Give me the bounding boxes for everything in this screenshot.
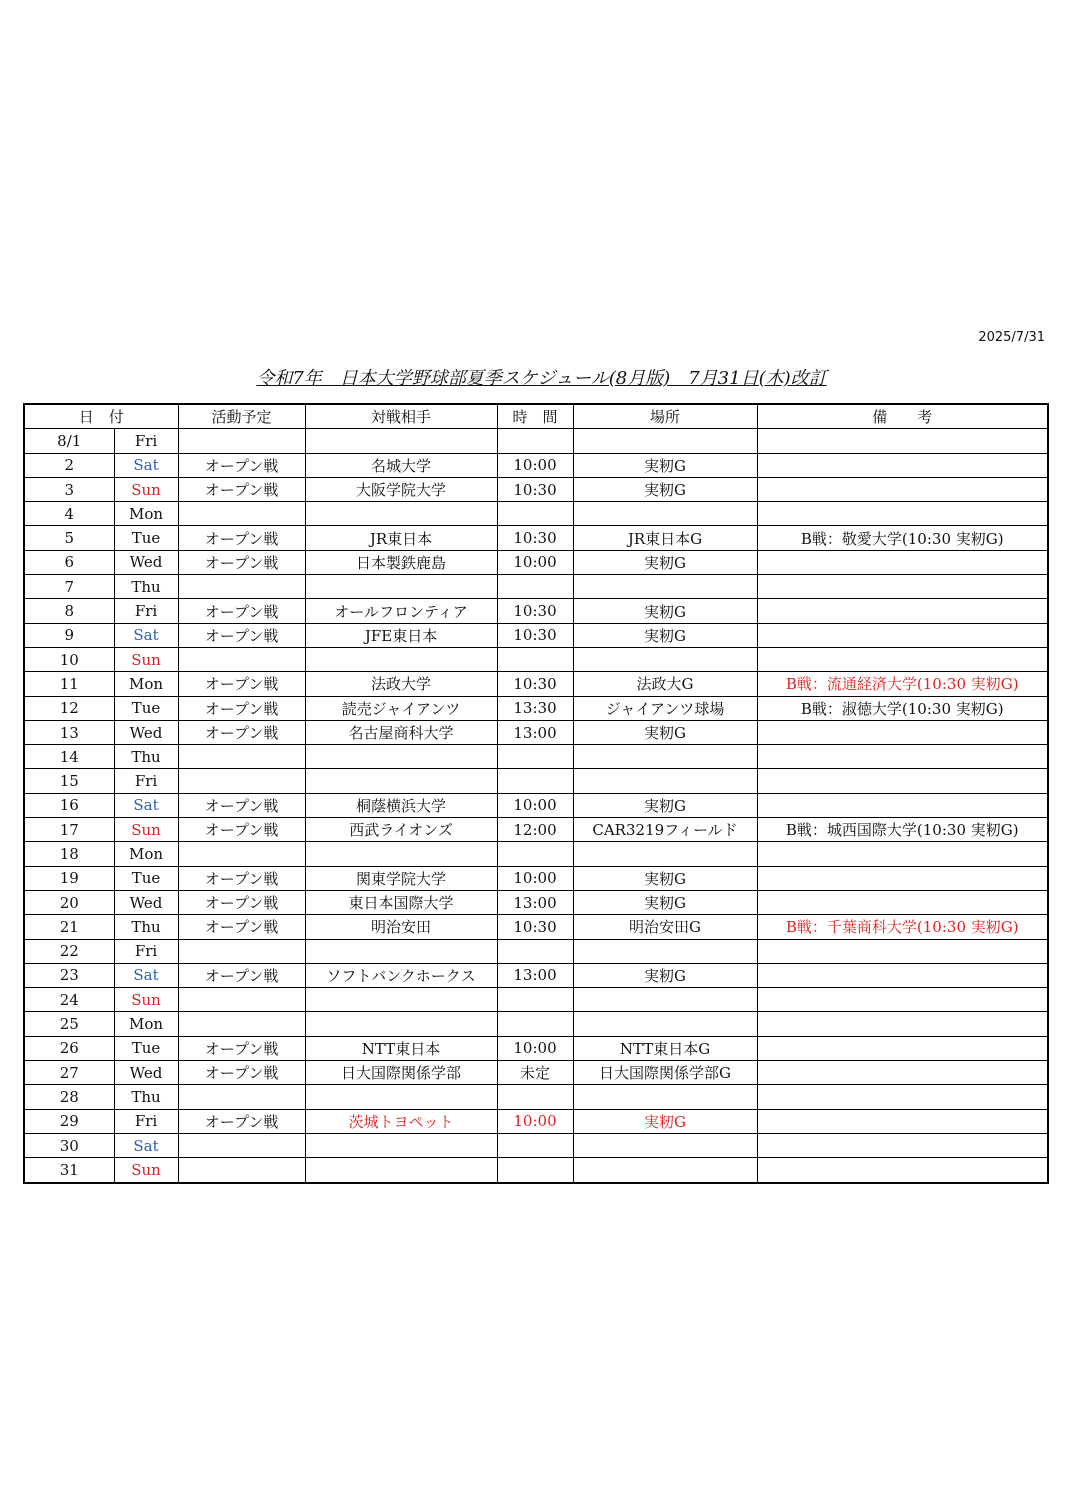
cell-remarks (757, 745, 1048, 769)
cell-activity: オープン戦 (178, 1036, 305, 1060)
cell-activity: オープン戦 (178, 866, 305, 890)
cell-date: 3 (24, 477, 114, 501)
cell-opponent: 名古屋商科大学 (305, 720, 497, 744)
cell-day: Wed (114, 720, 178, 744)
cell-time: 10:00 (497, 793, 573, 817)
cell-opponent: 東日本国際大学 (305, 890, 497, 914)
cell-day: Sat (114, 793, 178, 817)
header-place: 場所 (573, 404, 757, 429)
cell-time (497, 988, 573, 1012)
cell-remarks (757, 939, 1048, 963)
cell-activity: オープン戦 (178, 696, 305, 720)
cell-time: 10:00 (497, 1036, 573, 1060)
cell-time (497, 1012, 573, 1036)
cell-day: Sat (114, 963, 178, 987)
cell-time: 10:30 (497, 526, 573, 550)
cell-opponent (305, 1133, 497, 1157)
cell-opponent (305, 745, 497, 769)
cell-date: 13 (24, 720, 114, 744)
cell-remarks (757, 647, 1048, 671)
cell-date: 8 (24, 599, 114, 623)
cell-remarks (757, 1158, 1048, 1183)
cell-place: 実籾G (573, 599, 757, 623)
cell-opponent: JR東日本 (305, 526, 497, 550)
cell-remarks (757, 453, 1048, 477)
cell-date: 28 (24, 1085, 114, 1109)
cell-activity: オープン戦 (178, 720, 305, 744)
table-row (24, 818, 1048, 842)
table-row (24, 988, 1048, 1012)
cell-date: 30 (24, 1133, 114, 1157)
table-row (24, 1085, 1048, 1109)
cell-place: 実籾G (573, 550, 757, 574)
cell-day: Mon (114, 842, 178, 866)
table-row (24, 890, 1048, 914)
cell-place: CAR3219フィールド (573, 818, 757, 842)
table-row (24, 1061, 1048, 1085)
cell-date: 31 (24, 1158, 114, 1183)
cell-place (573, 1012, 757, 1036)
cell-time: 13:00 (497, 963, 573, 987)
table-row (24, 915, 1048, 939)
header-row (24, 404, 1048, 429)
table-row (24, 453, 1048, 477)
cell-remarks (757, 1085, 1048, 1109)
cell-remarks (757, 890, 1048, 914)
cell-date: 5 (24, 526, 114, 550)
cell-day: Fri (114, 939, 178, 963)
cell-opponent: オールフロンティア (305, 599, 497, 623)
cell-activity: オープン戦 (178, 890, 305, 914)
cell-place: 実籾G (573, 477, 757, 501)
cell-place: 実籾G (573, 866, 757, 890)
cell-time: 10:30 (497, 599, 573, 623)
cell-remarks (757, 599, 1048, 623)
cell-time (497, 575, 573, 599)
table-row (24, 769, 1048, 793)
cell-day: Thu (114, 915, 178, 939)
cell-time (497, 647, 573, 671)
cell-time: 13:00 (497, 720, 573, 744)
cell-activity: オープン戦 (178, 915, 305, 939)
cell-activity (178, 647, 305, 671)
cell-day: Mon (114, 502, 178, 526)
cell-date: 16 (24, 793, 114, 817)
cell-time (497, 939, 573, 963)
cell-date: 17 (24, 818, 114, 842)
cell-activity: オープン戦 (178, 477, 305, 501)
cell-activity: オープン戦 (178, 1109, 305, 1133)
cell-opponent: 茨城トヨペット (305, 1109, 497, 1133)
cell-opponent (305, 769, 497, 793)
cell-time (497, 502, 573, 526)
cell-day: Fri (114, 1109, 178, 1133)
cell-activity (178, 1133, 305, 1157)
table-row (24, 647, 1048, 671)
cell-time (497, 429, 573, 453)
table-row (24, 1012, 1048, 1036)
table-row (24, 1109, 1048, 1133)
cell-remarks (757, 1036, 1048, 1060)
cell-date: 9 (24, 623, 114, 647)
cell-opponent (305, 1012, 497, 1036)
cell-time (497, 1158, 573, 1183)
cell-place (573, 939, 757, 963)
cell-place: NTT東日本G (573, 1036, 757, 1060)
cell-date: 23 (24, 963, 114, 987)
cell-place: ジャイアンツ球場 (573, 696, 757, 720)
cell-activity: オープン戦 (178, 623, 305, 647)
cell-day: Fri (114, 599, 178, 623)
cell-date: 11 (24, 672, 114, 696)
cell-day: Tue (114, 1036, 178, 1060)
table-row (24, 502, 1048, 526)
cell-date: 4 (24, 502, 114, 526)
table-row (24, 1036, 1048, 1060)
cell-remarks (757, 623, 1048, 647)
cell-opponent: ソフトバンクホークス (305, 963, 497, 987)
cell-remarks (757, 793, 1048, 817)
cell-remarks (757, 477, 1048, 501)
cell-remarks (757, 550, 1048, 574)
cell-remarks (757, 1061, 1048, 1085)
cell-remarks (757, 769, 1048, 793)
cell-activity: オープン戦 (178, 1061, 305, 1085)
cell-activity: オープン戦 (178, 526, 305, 550)
table-row (24, 745, 1048, 769)
table-row (24, 429, 1048, 453)
cell-opponent: 関東学院大学 (305, 866, 497, 890)
cell-place (573, 1133, 757, 1157)
table-row (24, 939, 1048, 963)
cell-time: 12:00 (497, 818, 573, 842)
cell-place (573, 1085, 757, 1109)
cell-opponent (305, 939, 497, 963)
cell-day: Tue (114, 526, 178, 550)
cell-day: Thu (114, 745, 178, 769)
cell-day: Sun (114, 818, 178, 842)
cell-day: Fri (114, 769, 178, 793)
header-activity: 活動予定 (178, 404, 305, 429)
cell-place (573, 1158, 757, 1183)
cell-remarks (757, 502, 1048, 526)
cell-place: 日大国際関係学部G (573, 1061, 757, 1085)
cell-remarks (757, 575, 1048, 599)
cell-opponent: 読売ジャイアンツ (305, 696, 497, 720)
cell-opponent (305, 502, 497, 526)
cell-opponent (305, 842, 497, 866)
cell-time (497, 1085, 573, 1109)
cell-opponent: 名城大学 (305, 453, 497, 477)
cell-place: 法政大G (573, 672, 757, 696)
cell-remarks: B戦：流通経済大学(10:30 実籾G) (757, 672, 1048, 696)
cell-place: 実籾G (573, 963, 757, 987)
cell-opponent (305, 647, 497, 671)
cell-place: 実籾G (573, 1109, 757, 1133)
cell-time: 10:30 (497, 477, 573, 501)
cell-time (497, 842, 573, 866)
cell-time: 未定 (497, 1061, 573, 1085)
cell-time: 10:30 (497, 623, 573, 647)
cell-place (573, 429, 757, 453)
cell-place: 実籾G (573, 890, 757, 914)
cell-activity: オープン戦 (178, 599, 305, 623)
cell-time (497, 1133, 573, 1157)
cell-day: Tue (114, 866, 178, 890)
cell-remarks (757, 1109, 1048, 1133)
header-opponent: 対戦相手 (305, 404, 497, 429)
table-row (24, 963, 1048, 987)
cell-activity (178, 939, 305, 963)
cell-opponent: 明治安田 (305, 915, 497, 939)
cell-opponent (305, 575, 497, 599)
cell-opponent: 日大国際関係学部 (305, 1061, 497, 1085)
cell-date: 7 (24, 575, 114, 599)
cell-date: 20 (24, 890, 114, 914)
cell-date: 21 (24, 915, 114, 939)
cell-time (497, 769, 573, 793)
cell-remarks (757, 429, 1048, 453)
cell-day: Sun (114, 477, 178, 501)
cell-remarks (757, 1133, 1048, 1157)
table-row (24, 1158, 1048, 1183)
table-row (24, 720, 1048, 744)
table-row (24, 623, 1048, 647)
table-row (24, 672, 1048, 696)
cell-activity (178, 429, 305, 453)
cell-activity: オープン戦 (178, 818, 305, 842)
cell-opponent: JFE東日本 (305, 623, 497, 647)
cell-opponent (305, 1085, 497, 1109)
cell-date: 26 (24, 1036, 114, 1060)
cell-time: 10:00 (497, 550, 573, 574)
cell-place: 実籾G (573, 623, 757, 647)
cell-date: 29 (24, 1109, 114, 1133)
cell-day: Wed (114, 890, 178, 914)
cell-activity (178, 1012, 305, 1036)
cell-day: Mon (114, 672, 178, 696)
cell-remarks (757, 1012, 1048, 1036)
cell-activity (178, 575, 305, 599)
cell-time: 13:00 (497, 890, 573, 914)
cell-day: Wed (114, 550, 178, 574)
cell-time: 10:00 (497, 866, 573, 890)
table-row (24, 550, 1048, 574)
cell-day: Sat (114, 1133, 178, 1157)
cell-place (573, 647, 757, 671)
cell-date: 19 (24, 866, 114, 890)
cell-remarks: B戦：敬愛大学(10:30 実籾G) (757, 526, 1048, 550)
cell-place: 実籾G (573, 453, 757, 477)
cell-opponent (305, 1158, 497, 1183)
cell-place (573, 575, 757, 599)
cell-activity (178, 769, 305, 793)
cell-day: Sun (114, 647, 178, 671)
table-row (24, 842, 1048, 866)
header-remarks: 備 考 (757, 404, 1048, 429)
cell-place (573, 745, 757, 769)
cell-place (573, 988, 757, 1012)
cell-opponent: NTT東日本 (305, 1036, 497, 1060)
revision-date: 2025/7/31 (978, 330, 1045, 345)
cell-time: 10:30 (497, 672, 573, 696)
table-row (24, 599, 1048, 623)
cell-date: 18 (24, 842, 114, 866)
cell-day: Thu (114, 575, 178, 599)
cell-day: Tue (114, 696, 178, 720)
cell-place: 実籾G (573, 720, 757, 744)
header-time: 時 間 (497, 404, 573, 429)
cell-date: 14 (24, 745, 114, 769)
cell-place (573, 842, 757, 866)
cell-activity (178, 502, 305, 526)
cell-place: 実籾G (573, 793, 757, 817)
cell-remarks (757, 988, 1048, 1012)
cell-remarks (757, 866, 1048, 890)
schedule-table (23, 403, 1049, 1184)
cell-opponent (305, 429, 497, 453)
cell-time: 10:00 (497, 1109, 573, 1133)
cell-opponent: 法政大学 (305, 672, 497, 696)
cell-date: 6 (24, 550, 114, 574)
cell-time: 10:00 (497, 453, 573, 477)
cell-date: 22 (24, 939, 114, 963)
cell-remarks (757, 720, 1048, 744)
cell-activity (178, 745, 305, 769)
cell-date: 15 (24, 769, 114, 793)
cell-day: Sun (114, 1158, 178, 1183)
cell-opponent (305, 988, 497, 1012)
cell-date: 27 (24, 1061, 114, 1085)
table-row (24, 526, 1048, 550)
table-row (24, 696, 1048, 720)
header-date: 日 付 (24, 404, 178, 429)
cell-place (573, 502, 757, 526)
cell-day: Wed (114, 1061, 178, 1085)
cell-time: 10:30 (497, 915, 573, 939)
cell-day: Mon (114, 1012, 178, 1036)
table-row (24, 575, 1048, 599)
page-title: 令和7年 日本大学野球部夏季スケジュール(8月版) 7月31日(木)改訂 (256, 368, 827, 389)
cell-opponent: 大阪学院大学 (305, 477, 497, 501)
table-row (24, 1133, 1048, 1157)
cell-activity: オープン戦 (178, 672, 305, 696)
cell-day: Sat (114, 453, 178, 477)
cell-date: 24 (24, 988, 114, 1012)
cell-activity: オープン戦 (178, 963, 305, 987)
cell-time (497, 745, 573, 769)
cell-activity: オープン戦 (178, 793, 305, 817)
cell-date: 2 (24, 453, 114, 477)
cell-remarks: B戦：城西国際大学(10:30 実籾G) (757, 818, 1048, 842)
cell-day: Fri (114, 429, 178, 453)
cell-remarks (757, 842, 1048, 866)
table-row (24, 477, 1048, 501)
cell-time: 13:30 (497, 696, 573, 720)
table-row (24, 866, 1048, 890)
cell-remarks: B戦：千葉商科大学(10:30 実籾G) (757, 915, 1048, 939)
cell-day: Thu (114, 1085, 178, 1109)
cell-activity (178, 842, 305, 866)
cell-place (573, 769, 757, 793)
cell-date: 12 (24, 696, 114, 720)
cell-activity (178, 1158, 305, 1183)
cell-opponent: 西武ライオンズ (305, 818, 497, 842)
cell-day: Sat (114, 623, 178, 647)
cell-activity: オープン戦 (178, 453, 305, 477)
cell-place: 明治安田G (573, 915, 757, 939)
cell-activity: オープン戦 (178, 550, 305, 574)
cell-place: JR東日本G (573, 526, 757, 550)
cell-remarks: B戦：淑徳大学(10:30 実籾G) (757, 696, 1048, 720)
cell-date: 8/1 (24, 429, 114, 453)
cell-opponent: 日本製鉄鹿島 (305, 550, 497, 574)
cell-activity (178, 1085, 305, 1109)
cell-date: 10 (24, 647, 114, 671)
cell-activity (178, 988, 305, 1012)
cell-opponent: 桐蔭横浜大学 (305, 793, 497, 817)
cell-date: 25 (24, 1012, 114, 1036)
cell-remarks (757, 963, 1048, 987)
table-row (24, 793, 1048, 817)
cell-day: Sun (114, 988, 178, 1012)
